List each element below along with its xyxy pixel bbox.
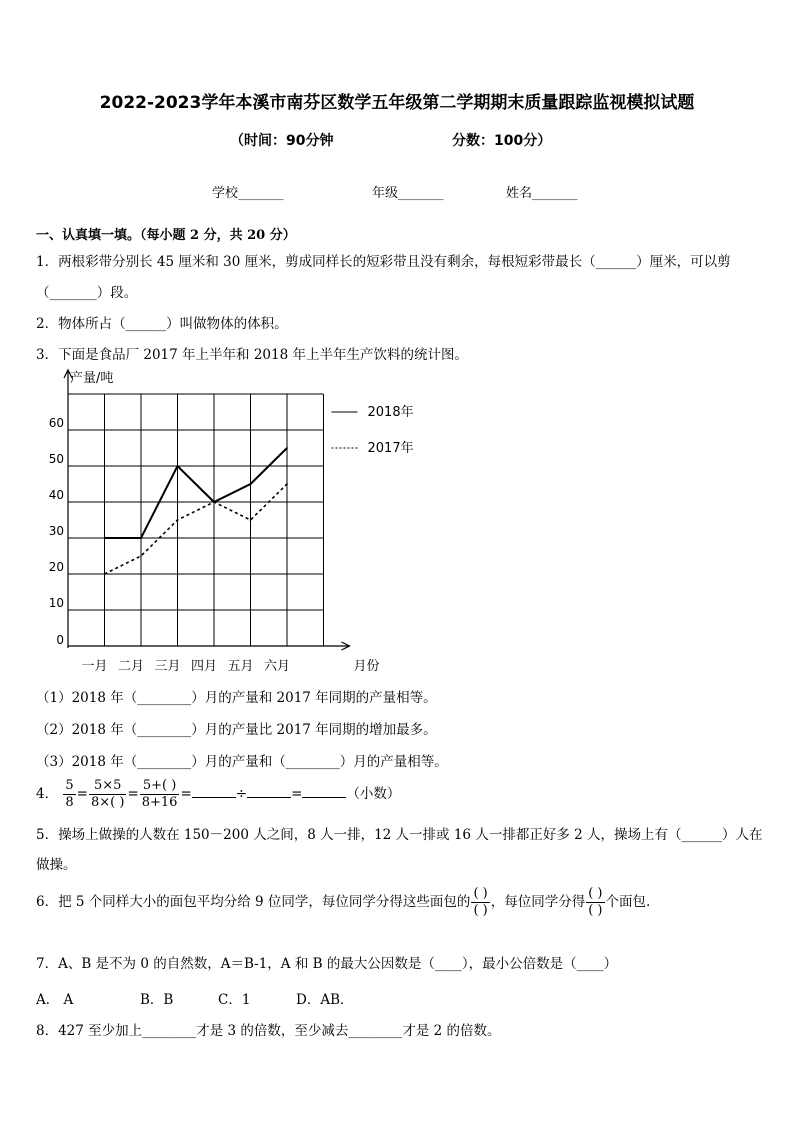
x-tick-label: 六月 [263, 659, 291, 674]
data-point-2018年 [104, 537, 106, 539]
x-tick-label: 五月 [227, 659, 254, 674]
fraction-blank: $\frac{( )}{( )}$ [473, 886, 488, 918]
x-tick-label: 四月 [190, 659, 218, 674]
question-3-2: （2）2018 年（________）月的产量比 2017 年同期的增加最多。 [36, 722, 437, 738]
chart-legend [332, 404, 414, 456]
question-3-1: （1）2018 年（________）月的产量和 2017 年同期的产量相等。 [36, 690, 437, 706]
y-tick-label: 40 [48, 488, 64, 502]
data-point-2018年 [250, 483, 252, 485]
question-7-option-d: D．AB． [296, 992, 354, 1008]
school-field: 学校_______ [212, 186, 284, 201]
question-8: 8．427 至少加上________才是 3 的倍数，至少减去________才是 2 的倍数。 [36, 1023, 501, 1039]
time-label: （时间：90分钟 [230, 133, 334, 149]
y-tick-label: 10 [48, 596, 64, 610]
y-tick-label: 30 [48, 524, 64, 538]
data-point-2017年 [140, 555, 142, 557]
grade-field: 年级_______ [372, 186, 444, 201]
fraction-blank: $\frac{( )}{( )}$ [588, 886, 603, 918]
chart-x-ticks [81, 659, 290, 674]
question-2: 2．物体所占（______）叫做物体的体积。 [36, 316, 288, 332]
question-5-line-1: 5．操场上做操的人数在 150－200 人之间，8 人一排，12 人一排或 16 人一排都正好多 2 人，操场上有（______）人在 [36, 827, 763, 843]
divide-sign: ÷ [235, 786, 248, 802]
data-point-2017年 [250, 519, 252, 521]
legend-label: 2017年 [367, 441, 414, 456]
question-1-line-1: 1．两根彩带分别长 45 厘米和 30 厘米，剪成同样长的短彩带且没有剩余，每根短彩带最长（______）厘米，可以剪 [36, 254, 731, 270]
fraction-5-8: $\frac{5}{8}$ [65, 778, 74, 810]
production-line-chart [36, 364, 416, 680]
data-point-2017年 [213, 501, 215, 503]
score-label: 分数：100分） [452, 133, 552, 149]
data-point-2018年 [140, 537, 142, 539]
data-point-2018年 [177, 465, 179, 467]
y-tick-label: 60 [48, 416, 64, 430]
y-tick-label: 20 [48, 560, 64, 574]
series-line-2017年 [105, 484, 288, 574]
answer-blank [302, 785, 346, 798]
answer-blank [192, 785, 236, 798]
name-field: 姓名_______ [506, 186, 578, 201]
question-7-option-b: B．B [140, 992, 174, 1008]
y-tick-label: 0 [56, 633, 64, 647]
x-tick-label: 三月 [154, 659, 181, 674]
data-point-2018年 [286, 447, 288, 449]
page-title: 2022-2023学年本溪市南芬区数学五年级第二学期期末质量跟踪监视模拟试题 [99, 93, 695, 113]
fraction-5x5: $\frac{5\times 5}{8\times( )}$ [90, 778, 125, 810]
data-point-2017年 [286, 483, 288, 485]
y-tick-label: 50 [48, 452, 64, 466]
question-4 [36, 778, 400, 811]
data-point-2017年 [104, 573, 106, 575]
chart-axes [64, 370, 380, 674]
legend-label: 2018年 [367, 405, 414, 420]
x-tick-label: 一月 [81, 659, 108, 674]
equals-sign: = [127, 786, 139, 802]
question-3: 3．下面是食品厂 2017 年上半年和 2018 年上半年生产饮料的统计图。 [36, 347, 468, 363]
section-1-heading: 一、认真填一填。（每小题 2 分，共 20 分） [36, 228, 296, 243]
question-3-3: （3）2018 年（________）月的产量和（________）月的产量相等。 [36, 754, 448, 770]
equals-sign: = [76, 786, 88, 802]
question-1-line-2: （_______）段。 [36, 285, 138, 301]
question-5-line-2: 做操。 [36, 857, 77, 873]
answer-blank [247, 785, 291, 798]
chart-grid [68, 394, 324, 646]
x-axis-label: 月份 [353, 659, 380, 674]
question-4-number: 4． [36, 786, 59, 802]
question-7-option-c: C．1 [218, 992, 251, 1008]
question-6: 6．把 5 个同样大小的面包平均分给 9 位同学，每位同学分得这些面包的 $\frac{( )}{( )}$ ，每位同学分得 $\frac{( )}{( )}$ 个面包. [36, 886, 651, 918]
y-axis-label: 产量/吨 [70, 371, 114, 386]
fraction-5-plus: $\frac{5+( )}{8+16}$ [141, 778, 178, 810]
chart-y-ticks [49, 416, 64, 647]
decimal-note: （小数） [346, 786, 401, 802]
equals-sign: = [180, 786, 192, 802]
question-7: 7．A、B 是不为 0 的自然数，A＝B-1，A 和 B 的最大公因数是（____），最小公倍数是（____） [36, 956, 618, 972]
x-tick-label: 二月 [117, 659, 145, 674]
series-line-2018年 [105, 448, 288, 538]
data-point-2017年 [177, 519, 179, 521]
equals-sign: = [291, 786, 303, 802]
question-7-option-a: A． A [36, 992, 74, 1008]
